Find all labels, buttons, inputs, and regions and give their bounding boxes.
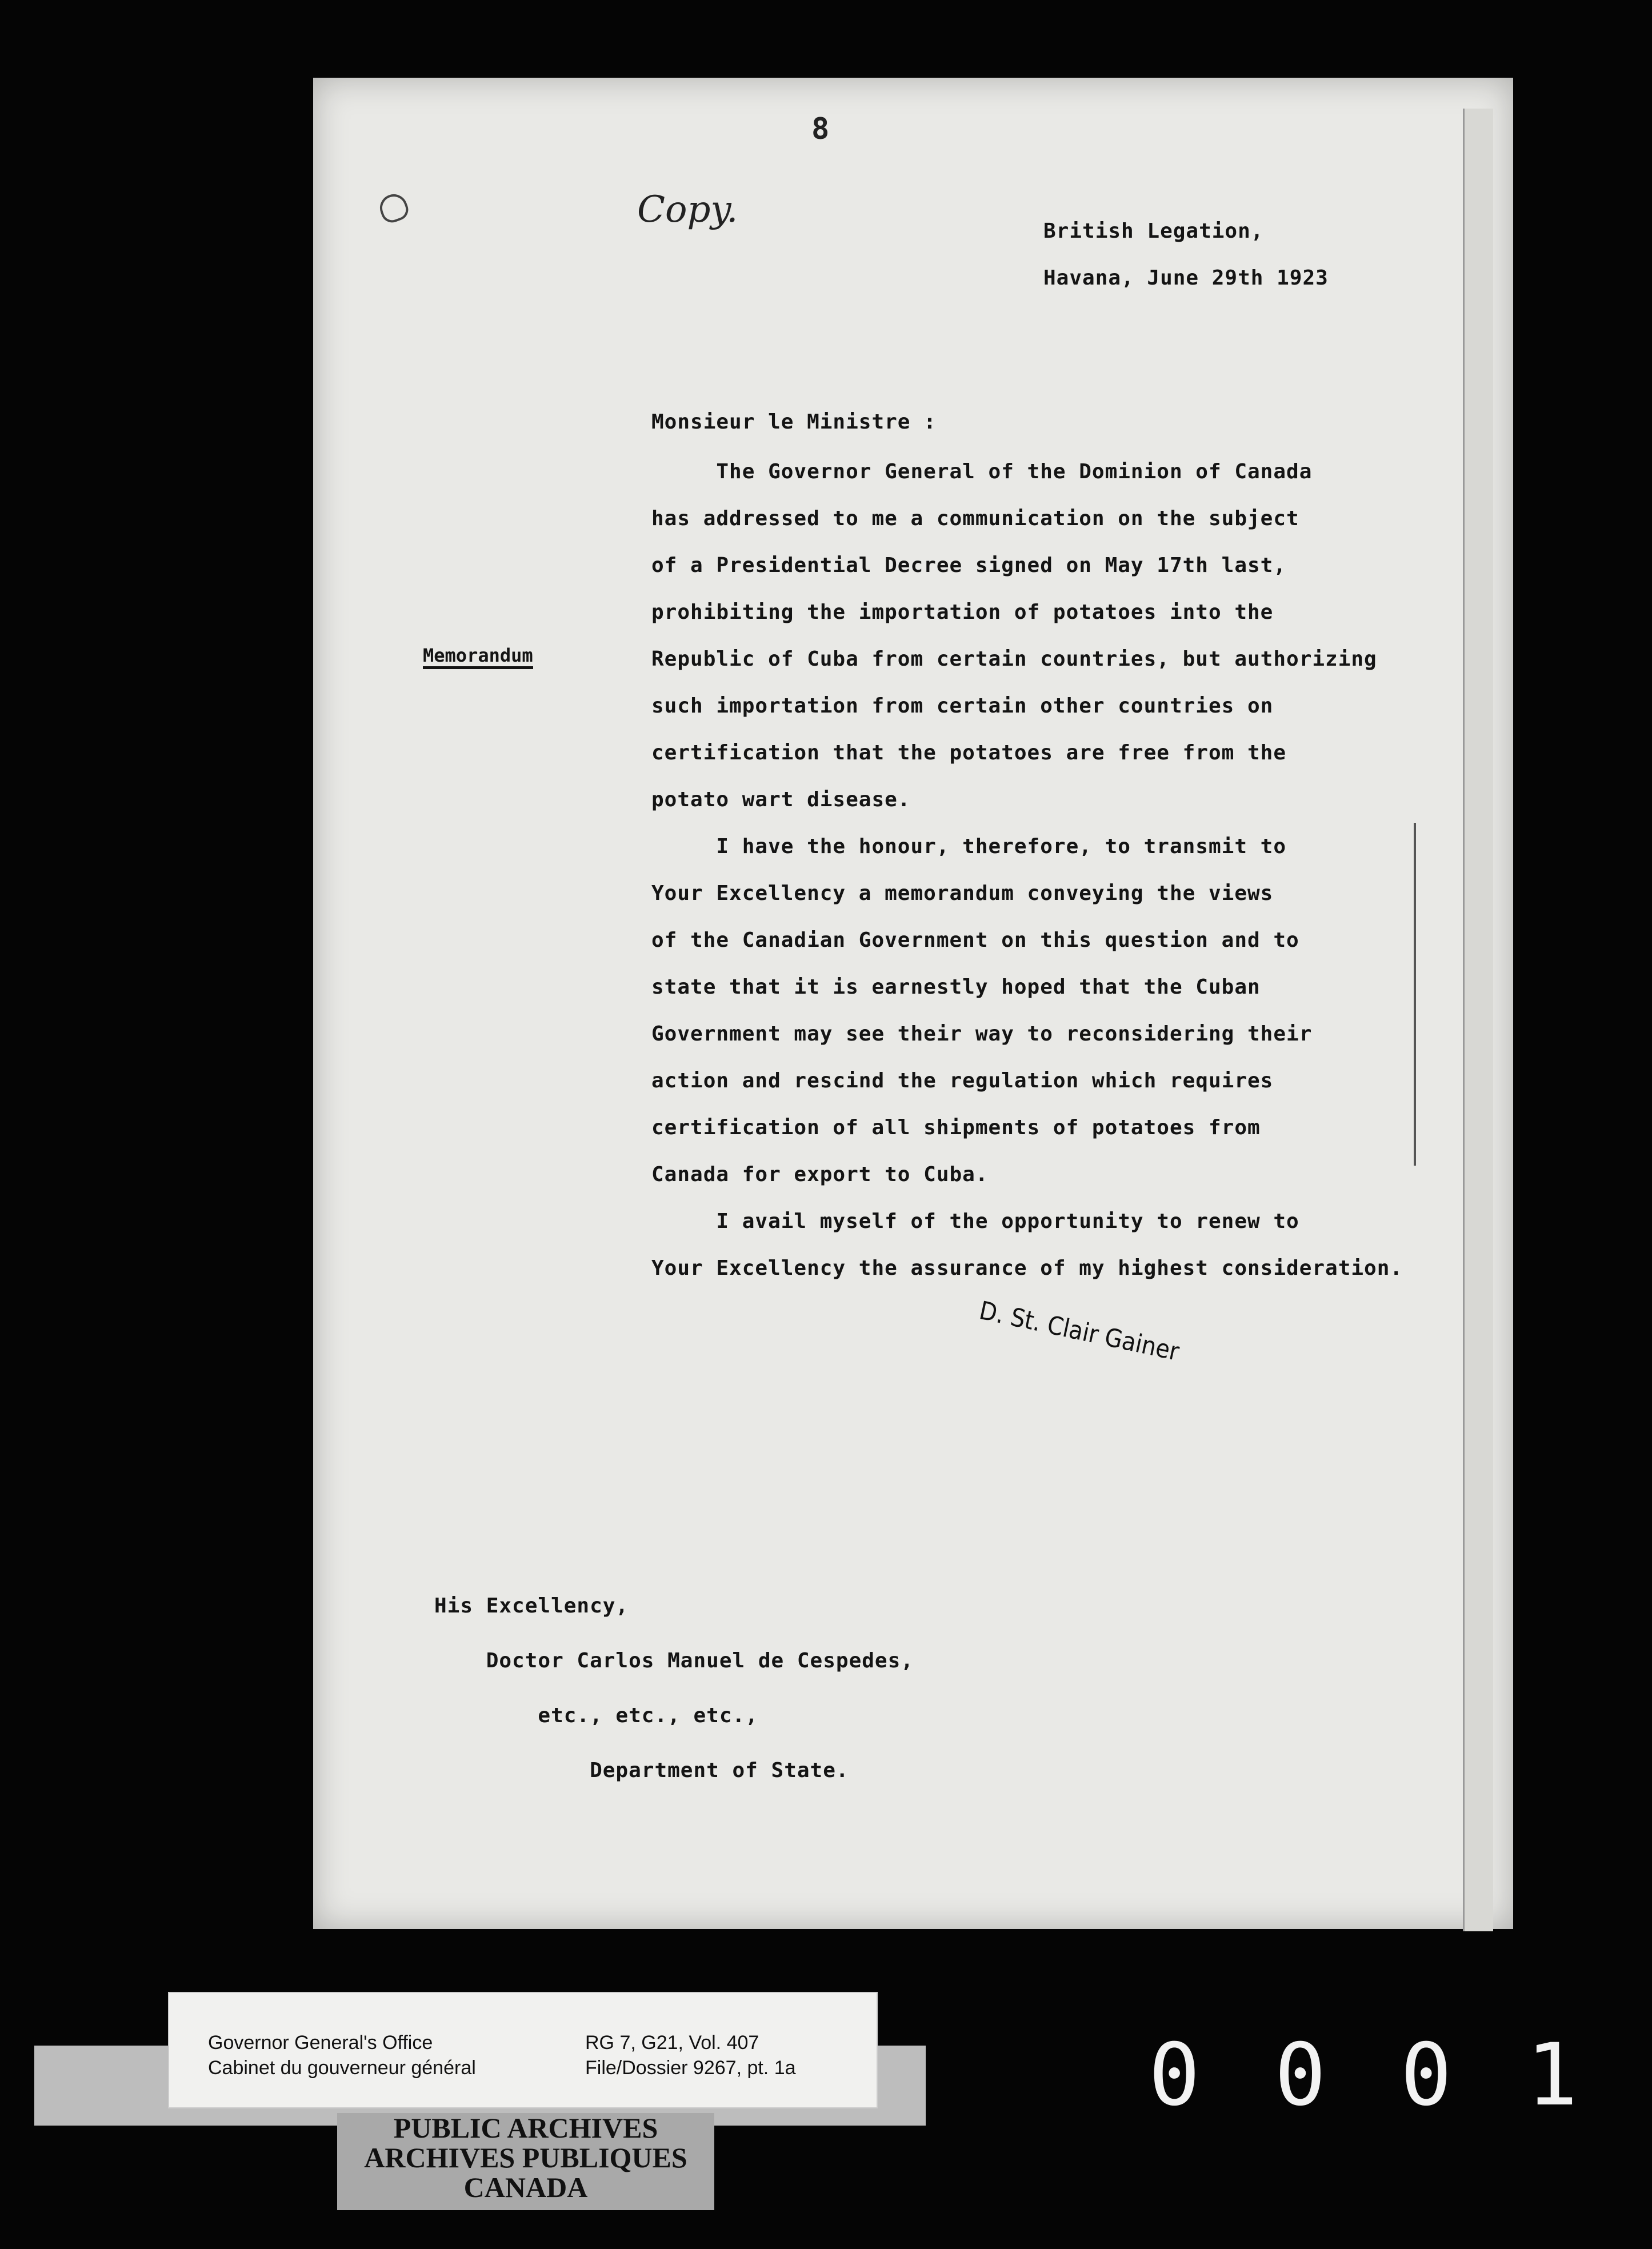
top-mark: 8 [811, 112, 830, 146]
margin-line [1414, 823, 1416, 1166]
archives-stamp-line: CANADA [463, 2171, 588, 2203]
body-line: state that it is earnestly hoped that the Cuban [651, 975, 1261, 999]
body-line: prohibiting the importation of potatoes into the [651, 601, 1274, 624]
file-number: File/Dossier 9267, pt. 1a [585, 2057, 796, 2079]
body-line: has addressed to me a communication on the subject [651, 507, 1299, 530]
addressee-line: Doctor Carlos Manuel de Cespedes, [434, 1649, 914, 1672]
page-edge [1463, 109, 1493, 1931]
office-en: Governor General's Office [208, 2032, 433, 2054]
body-line: The Governor General of the Dominion of Canada [651, 460, 1313, 483]
archives-stamp [337, 2113, 714, 2210]
archives-stamp-line: PUBLIC ARCHIVES [393, 2112, 658, 2144]
body-line: of a Presidential Decree signed on May 17th last, [651, 554, 1287, 577]
body-line: action and rescind the regulation which requires [651, 1069, 1274, 1093]
archive-label-card [169, 1993, 877, 2107]
addressee-line: Department of State. [434, 1759, 849, 1782]
copy-note: Copy. [637, 189, 738, 231]
body-line: Your Excellency a memorandum conveying the views [651, 882, 1274, 905]
office-fr: Cabinet du gouverneur général [208, 2057, 476, 2079]
salutation: Monsieur le Ministre : [651, 410, 937, 434]
body-line: I have the honour, therefore, to transmit to [651, 835, 1287, 858]
body-line: such importation from certain other countries on [651, 694, 1274, 718]
body-line: I avail myself of the opportunity to renew to [651, 1210, 1299, 1233]
addressee-line: His Excellency, [434, 1594, 629, 1618]
signature-stamp: D. St. Clair Gainer [977, 1296, 1182, 1367]
body-line: certification that the potatoes are free from the [651, 741, 1287, 765]
frame-number: 0001 [1149, 2026, 1652, 2125]
header-line-1: British Legation, [1043, 219, 1264, 243]
body-line: of the Canadian Government on this question and to [651, 929, 1299, 952]
header-line-2: Havana, June 29th 1923 [1043, 266, 1329, 290]
body-line: Canada for export to Cuba. [651, 1163, 989, 1186]
body-line: certification of all shipments of potatoes from [651, 1116, 1261, 1139]
body-line: Your Excellency the assurance of my highest consideration. [651, 1256, 1403, 1280]
body-line: potato wart disease. [651, 788, 911, 811]
archives-stamp-line: ARCHIVES PUBLIQUES [364, 2142, 687, 2174]
body-line: Government may see their way to reconsidering their [651, 1022, 1313, 1046]
body-line: Republic of Cuba from certain countries, but authorizing [651, 647, 1377, 671]
memorandum-margin-label: Memorandum [423, 645, 533, 669]
addressee-line: etc., etc., etc., [434, 1704, 758, 1727]
reference-number: RG 7, G21, Vol. 407 [585, 2032, 759, 2054]
